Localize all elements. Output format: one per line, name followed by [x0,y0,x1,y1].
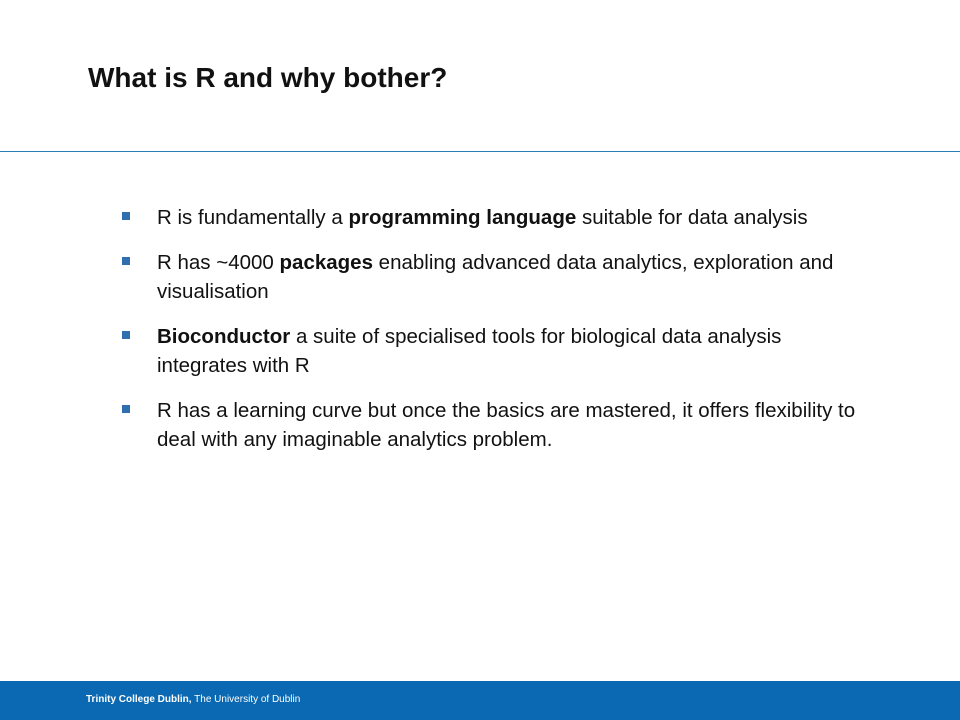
square-bullet-icon [122,405,130,413]
bullet-item [122,248,872,306]
bullet-text-part: R has a learning curve but once the basics are mastered, it offers flexibility to deal with any imaginable analytics problem. [157,399,856,451]
bullet-text-part: R is fundamentally a [157,206,349,229]
bullet-emphasis: Bioconductor [157,325,291,348]
bullet-item [122,322,872,380]
footer-bar [0,681,960,720]
footer-institution: Trinity College Dublin, [86,694,192,705]
square-bullet-icon [122,212,130,220]
bullet-text [157,399,855,451]
bullet-text-part: R has ~4000 [157,251,280,274]
footer-text [86,694,300,706]
bullet-text-part: a suite of specialised tools for biological data analysis integrates with R [157,325,782,377]
bullet-emphasis: packages [279,251,373,274]
bullet-emphasis: programming language [348,206,577,229]
square-bullet-icon [122,257,130,265]
bullet-text [157,206,808,229]
slide-title: What is R and why bother? [88,62,448,93]
square-bullet-icon [122,331,130,339]
bullet-text-part: enabling advanced data analytics, exploration and visualisation [157,251,834,303]
title-divider [0,151,960,152]
bullet-text [157,325,781,377]
bullet-list [122,203,872,454]
bullet-item [122,396,872,454]
bullet-item [122,203,872,232]
bullet-text-part: suitable for data analysis [576,206,808,229]
footer-subtitle: The University of Dublin [191,694,301,705]
bullet-text [157,251,833,303]
